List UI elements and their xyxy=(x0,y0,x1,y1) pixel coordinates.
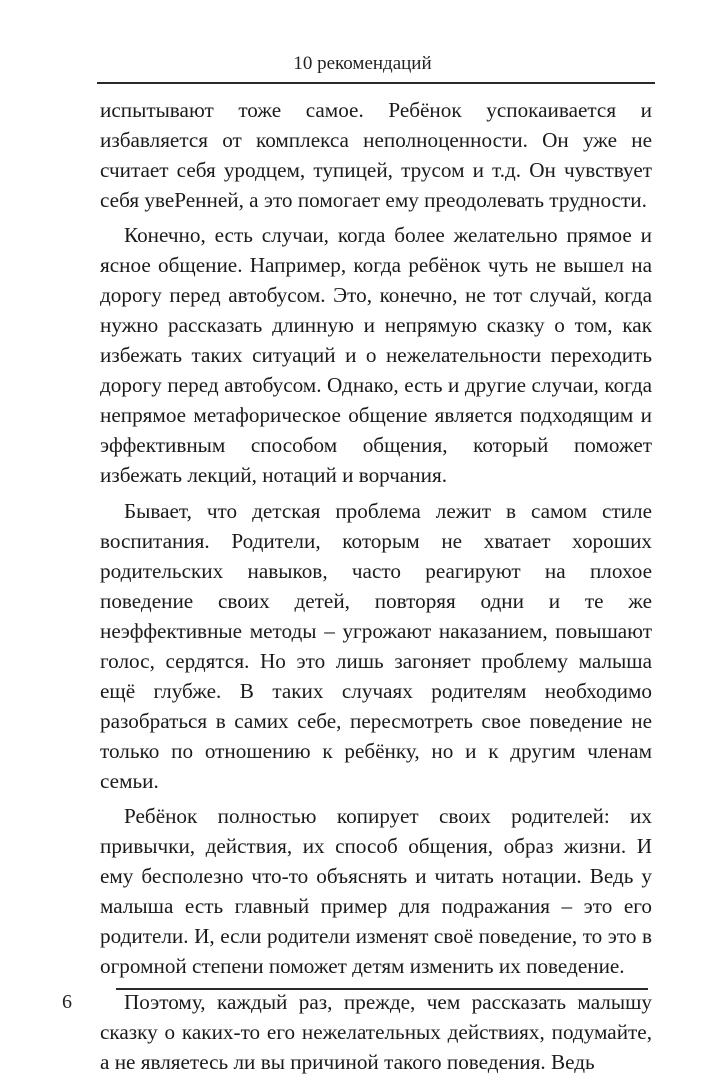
running-header-title: 10 рекомендаций xyxy=(293,53,432,74)
paragraph-3: Бывает, что детская проблема лежит в самом стиле воспитания. Родители, которым не хватает хороших родительских навыков, часто реагируют на плохое поведение своих детей, повторяя одни и те же неэффективные методы – угрожают наказанием, повышают голос, сердятся. Но это лишь загоняет проблему малыша ещё глубже. В таких случаях родителям необходимо разобраться в самих себе, пересмотреть свое поведение не только по отношению к ребёнку, но и к другим членам семьи. xyxy=(100,498,652,793)
paragraph-5: Поэтому, каждый раз, прежде, чем рассказать малышу сказку о каких-то его нежелательных действиях, подумайте, а не являетесь ли вы причиной такого поведения. Ведь xyxy=(100,989,652,1074)
paragraph-1: испытывают тоже самое. Ребёнок успокаивается и избавляется от комплекса неполноценности. Он уже не считает себя уродцем, тупицей, трусом и т.д. Он чувствует себя увеРенней, а это помогает ему преодолевать трудности. xyxy=(100,98,652,212)
header-rule xyxy=(97,82,655,84)
page-number: 6 xyxy=(62,991,72,1013)
paragraph-4: Ребёнок полностью копирует своих родителей: их привычки, действия, их способ общения, образ жизни. И ему бесполезно что-то объяснять и читать нотации. Ведь у малыша есть главный пример для подражания – это его родители. И, если родители изменят своё поведение, то это в огромной степени поможет детям изменить их поведение. xyxy=(100,804,652,979)
paragraph-2: Конечно, есть случаи, когда более желательно прямое и ясное общение. Например, когда ребёнок чуть не вышел на дорогу перед автобусом. Это, конечно, не тот случай, когда нужно рассказать длинную и непрямую сказку о том, как избежать таких ситуаций и о нежелательности переходить дорогу перед автобусом. Однако, есть и другие случаи, когда непрямое метафорическое общение является подходящим и эффективным способом общения, который поможет избежать лекций, нотаций и ворчания. xyxy=(100,223,652,488)
page-body xyxy=(100,95,652,1082)
footer-rule xyxy=(116,988,648,990)
